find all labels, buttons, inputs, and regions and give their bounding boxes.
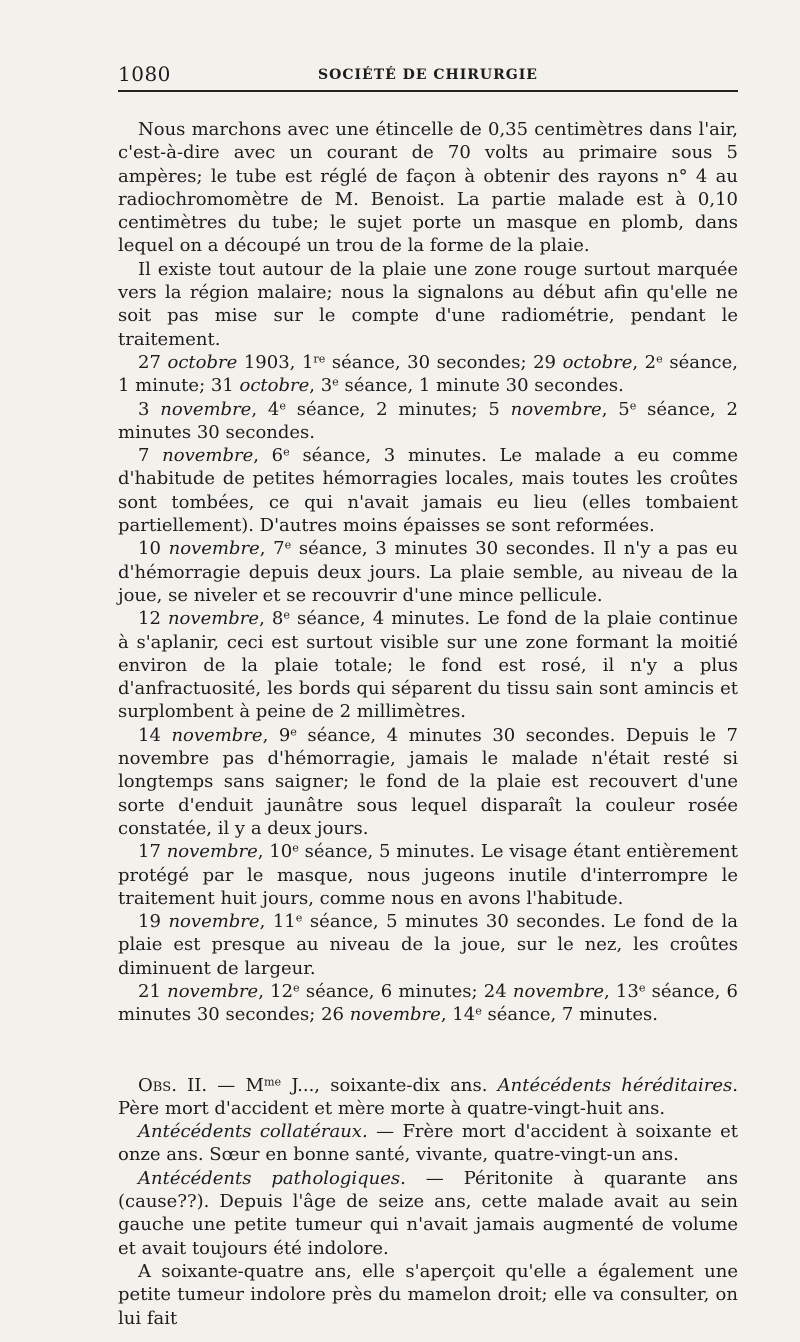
paragraph-session-nov-17: 17 novembre, 10e séance, 5 minutes. Le visage étant entièrement protégé par le masque, nous jugeons inutile d'interrompre le traitement huit jours, comme nous en avons l'habitude.: [118, 841, 738, 909]
heading-hereditary: Antécédents héréditaires.: [497, 1074, 739, 1096]
paragraph-session-nov-10: 10 novembre, 7e séance, 3 minutes 30 secondes. Il n'y a pas eu d'hémorragie depuis deux jours. La plaie semble, au niveau de la joue, se niveler et se recouvrir d'une mince pellicule.: [118, 538, 738, 606]
paragraph-age-64: A soixante-quatre ans, elle s'aperçoit qu'elle a également une petite tumeur indolore près du mamelon droit; elle va consulter, on lui fait: [118, 1260, 738, 1329]
paragraph-sessions-nov-3-5: 3 novembre, 4e séance, 2 minutes; 5 novembre, 5e séance, 2 minutes 30 secondes.: [118, 398, 738, 443]
paragraph-treatment-setup: Nous marchons avec une étincelle de 0,35 centimètres dans l'air, c'est-à-dire avec un courant de 70 volts au primaire sous 5 ampères; le tube est réglé de façon à obtenir des rayons n° 4 au radiochromomètre de M. Benoist. La partie malade est à 0,10 centimètres du tube; le sujet porte un masque en plomb, dans lequel on a découpé un trou de la forme de la plaie.: [118, 119, 738, 257]
page-header: [118, 60, 738, 92]
paragraph-session-nov-12: 12 novembre, 8e séance, 4 minutes. Le fond de la plaie continue à s'aplanir, ceci est surtout visible sur une zone formant la moitié environ de la plaie totale; le fond est rosé, il n'y a plus d'anfractuosité, les bords qui séparent du tissu sain sont amincis et surplombent à peine de 2 millimètres.: [118, 608, 738, 723]
paragraph-session-nov-14: 14 novembre, 9e séance, 4 minutes 30 secondes. Depuis le 7 novembre pas d'hémorragie, jamais le malade n'était resté si longtemps sans saigner; le fond de la plaie est recouvert d'une sorte d'enduit jaunâtre sous lequel disparaît la couleur rosée constatée, il y a deux jours.: [118, 724, 738, 839]
running-title: SOCIÉTÉ DE CHIRURGIE: [318, 67, 538, 83]
heading-collateral: Antécédents collatéraux.: [138, 1121, 368, 1143]
page-number: 1080: [118, 62, 171, 86]
paragraph-red-zone: Il existe tout autour de la plaie une zone rouge surtout marquée vers la région malaire; nous la signalons au début afin qu'elle ne soit pas mise sur le compte d'une radiométrie, pendant le traitement.: [118, 258, 738, 350]
heading-pathological: Antécédents pathologiques.: [138, 1167, 406, 1189]
paragraph-session-nov-19: 19 novembre, 11e séance, 5 minutes 30 secondes. Le fond de la plaie est presque au niveau de la joue, sur le nez, les croûtes diminuent de largeur.: [118, 911, 738, 979]
paragraph-observation-2: Obs. II. — $M^{me}$ J..., soixante-dix ans. Antécédents héréditaires. Père mort d'accident et mère morte à quatre-vingt-huit ans.: [118, 1074, 739, 1119]
paragraph-sessions-nov-21-26: 21 novembre, 12e séance, 6 minutes; 24 novembre, 13e séance, 6 minutes 30 secondes; 26 novembre, 14e séance, 7 minutes.: [118, 980, 738, 1026]
body-text: [118, 118, 738, 1330]
paragraph-collateral: Antécédents collatéraux. — Frère mort d'accident à soixante et onze ans. Sœur en bonne santé, vivante, quatre-vingt-un ans.: [118, 1121, 738, 1166]
paragraph-sessions-october: 27 octobre 1903, 1re séance, 30 secondes; 29 octobre, 2e séance, 1 minute; 31 octobre, 3e séance, 1 minute 30 secondes.: [118, 351, 738, 397]
observation-label: Obs. II.: [138, 1074, 208, 1096]
paragraph-pathological: Antécédents pathologiques. — Péritonite à quarante ans (cause??). Depuis l'âge de seize ans, cette malade avait au sein gauche une petite tumeur qui n'avait jamais augmenté de volume et avait toujours été indolore.: [118, 1167, 738, 1259]
paragraph-session-nov-7: 7 novembre, 6e séance, 3 minutes. Le malade a eu comme d'habitude de petites hémorragies locales, mais toutes les croûtes sont tombées, ce qui n'avait jamais eu lieu (elles tombaient partiellement). D'autres moins épaisses se sont reformées.: [118, 445, 738, 537]
